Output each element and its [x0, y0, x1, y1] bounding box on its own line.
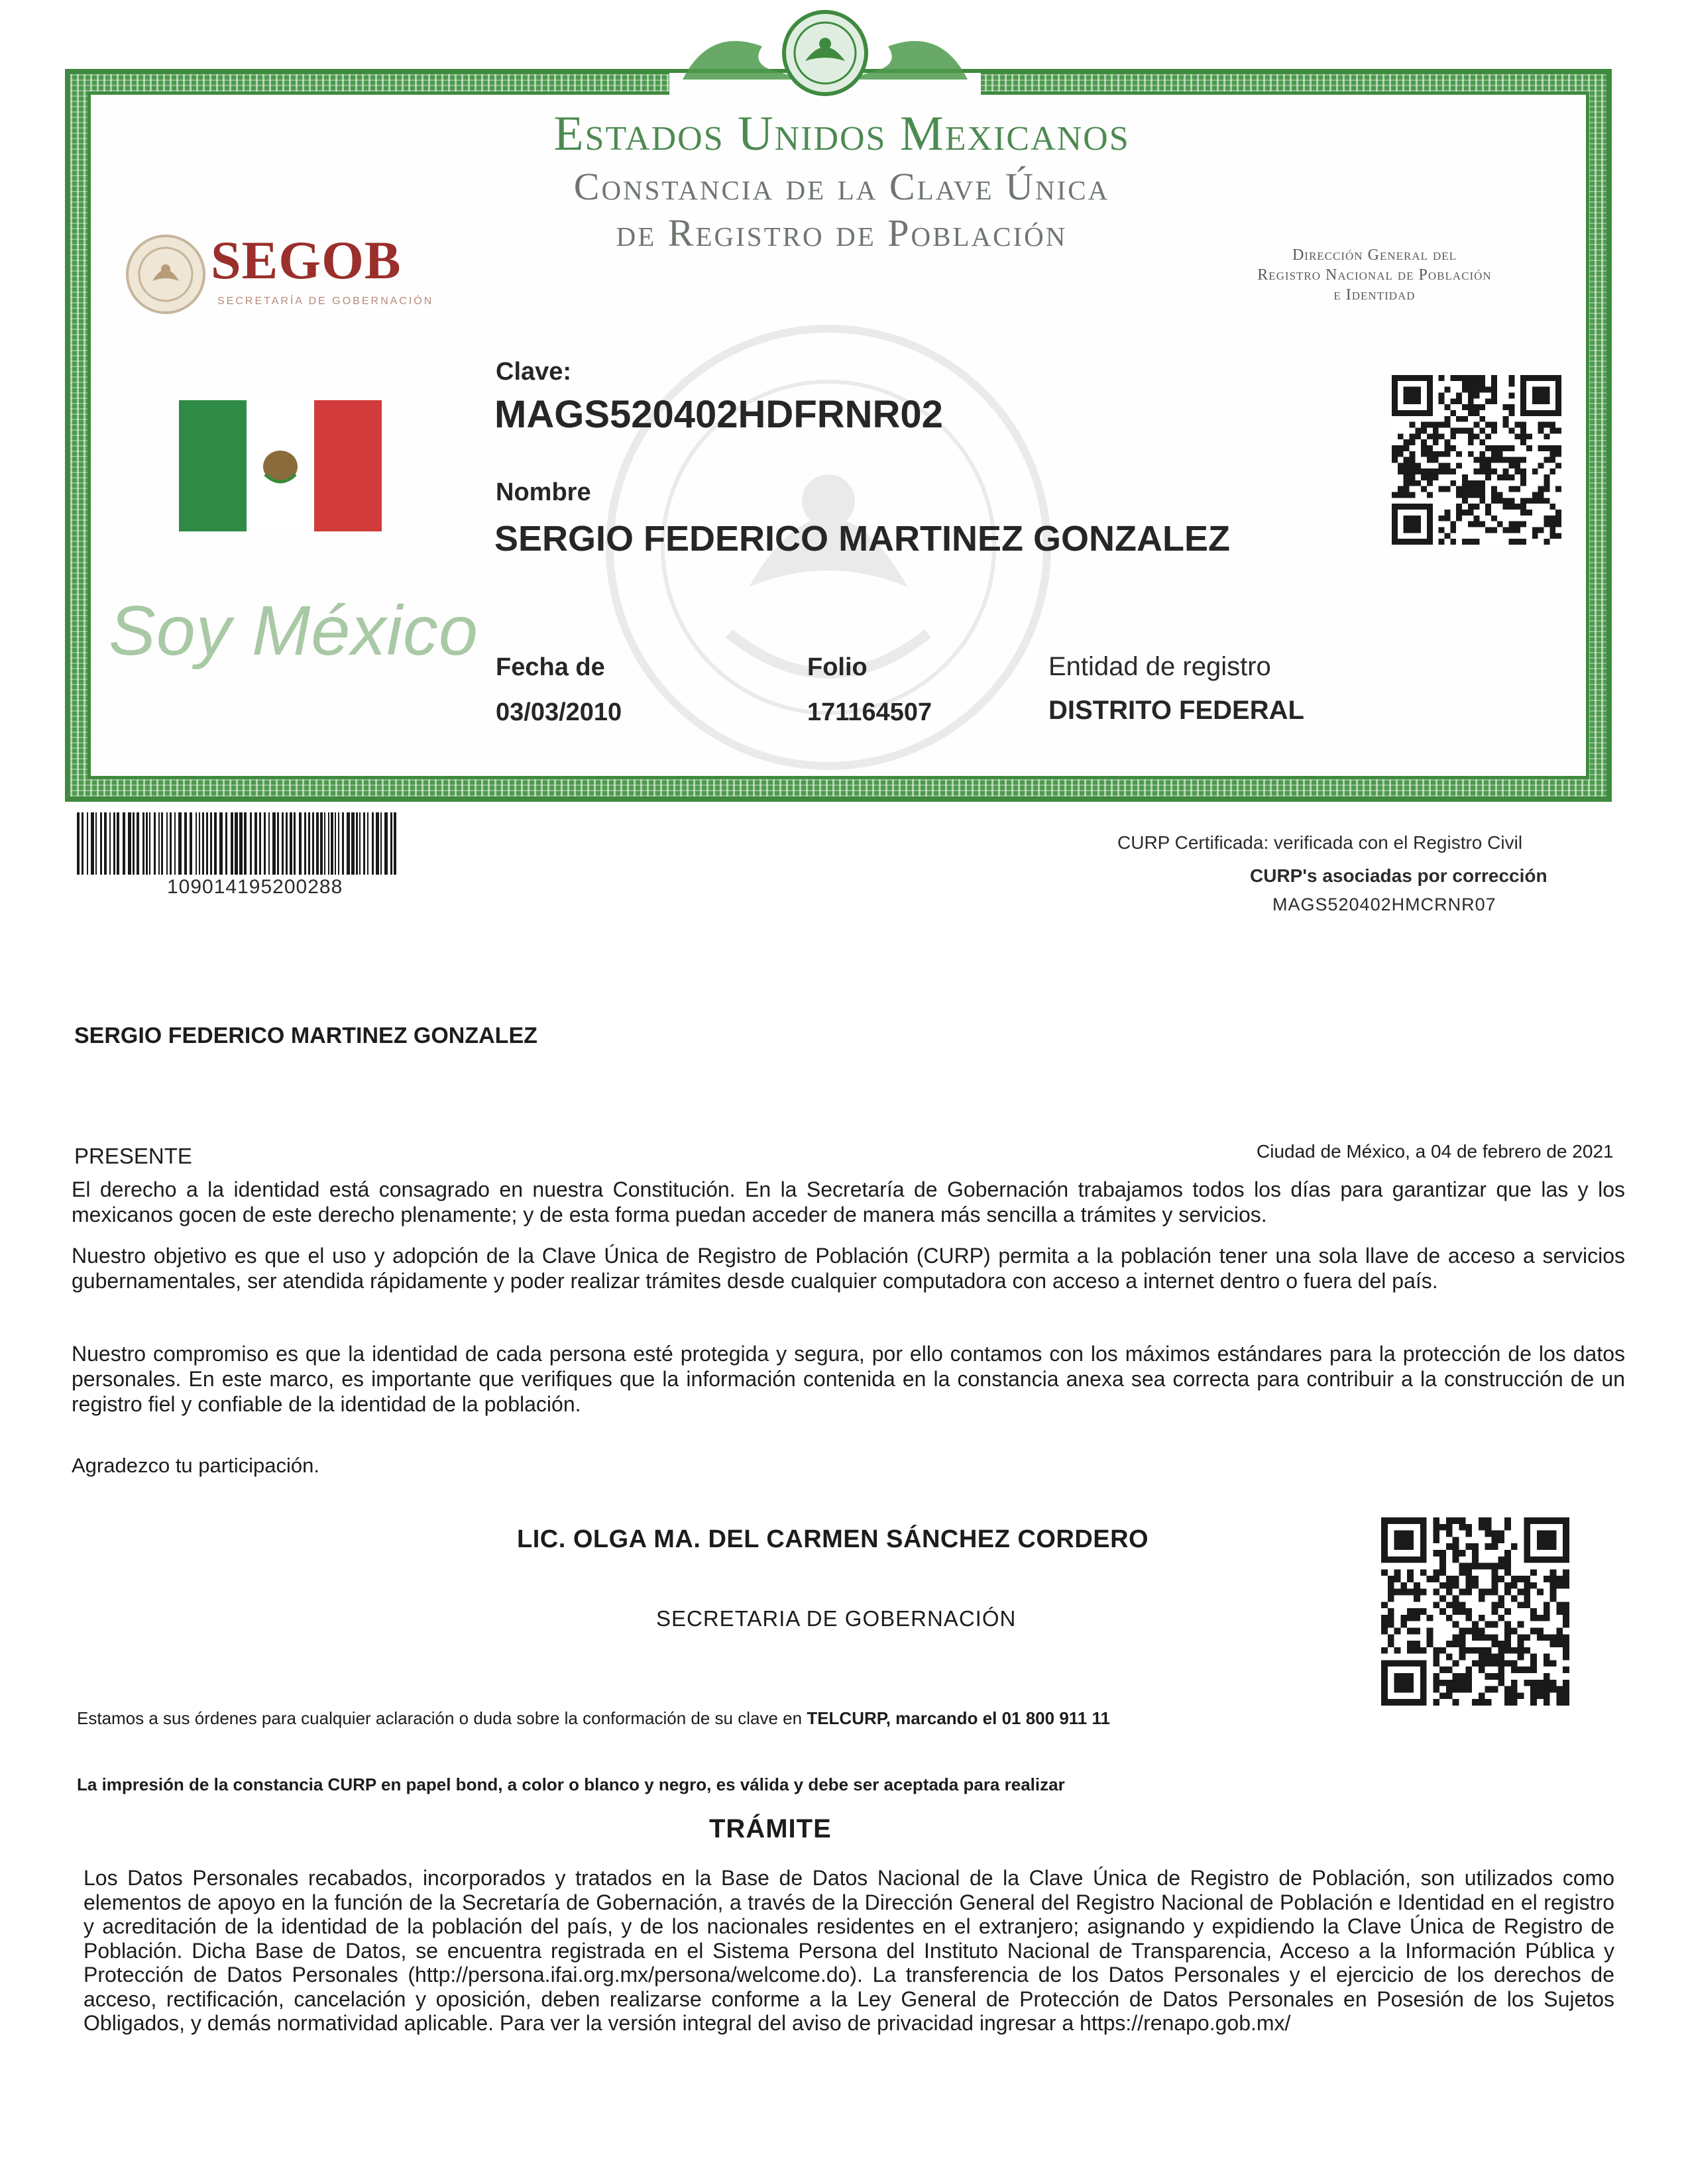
folio-value: 171164507: [807, 698, 932, 726]
associated-curp-label: CURP's asociadas por corrección: [1250, 865, 1547, 886]
letter-recipient: SERGIO FEDERICO MARTINEZ GONZALEZ: [74, 1023, 537, 1048]
folio-label: Folio: [807, 653, 868, 681]
qr-code-icon: [1392, 375, 1561, 545]
country-title: Estados Unidos Mexicanos: [553, 107, 1130, 161]
entidad-value: DISTRITO FEDERAL: [1048, 696, 1304, 725]
associated-curp-value: MAGS520402HMCRNR07: [1272, 895, 1496, 914]
document-title-line2: de Registro de Población: [616, 211, 1068, 254]
nombre-label: Nombre: [496, 478, 591, 506]
nombre-value: SERGIO FEDERICO MARTINEZ GONZALEZ: [494, 519, 1231, 559]
directorate-name: [1215, 245, 1534, 305]
segob-seal-icon: [123, 232, 208, 317]
paragraph-identity-right: El derecho a la identidad está consagrado en nuestra Constitución. En la Secretaría de Gobernación trabajamos todos los días para garantizar que las y los mexicanos gocen de este derecho plenamente; y de esta forma puedan acceder de manera más sencilla a trámites y servicios.: [72, 1177, 1625, 1227]
coat-of-arms-icon: [669, 0, 981, 99]
qr-code-icon: [1381, 1517, 1569, 1706]
entidad-label: Entidad de registro: [1048, 652, 1271, 681]
clave-value: MAGS520402HDFRNR02: [494, 393, 943, 436]
clave-label: Clave:: [496, 358, 572, 386]
directorate-line1: Dirección General del: [1292, 246, 1457, 264]
curp-certified-note: CURP Certificada: verificada con el Registro Civil: [1117, 832, 1523, 853]
signer-title: SECRETARIA DE GOBERNACIÓN: [656, 1606, 1017, 1631]
privacy-notice: Los Datos Personales recabados, incorporados y tratados en la Base de Datos Nacional de la Clave Única de Registro de Población, son utilizados como elementos de apoyo en la función de la Secretaría de Gobernación, a través de la Dirección General del Registro Nacional de Población e Identidad en el registro y acreditación de la identidad de la población del país, y de los nacionales residentes en el extranjero; asignando y expidiendo la Clave Única de Registro de Población. Dicha Base de Datos, se encuentra registrada en el Sistema Persona del Instituto Nacional de Transparencia, Acceso a la Información Pública y Protección de Datos Personales (http://persona.ifai.org.mx/persona/welcome.do). La transferencia de los Datos Personales y el ejercicio de los derechos de acceso, rectificación, cancelación y oposición, deben realizarse conforme a la Ley General de Protección de Datos Personales en Posesión de los Sujetos Obligados, y demás normatividad aplicable. Para ver la versión integral del aviso de privacidad ingresar a https://renapo.gob.mx/: [84, 1866, 1614, 2035]
barcode-number: 109014195200288: [167, 876, 343, 898]
telcurp-number: TELCURP, marcando el 01 800 911 11: [807, 1708, 1110, 1728]
mexican-flag-icon: [179, 400, 382, 531]
thanks-line: Agradezco tu participación.: [72, 1454, 319, 1477]
segob-logo-subtitle: SECRETARÍA DE GOBERNACIÓN: [217, 296, 434, 307]
directorate-line3: e Identidad: [1333, 286, 1416, 303]
soy-mexico-slogan: Soy México: [109, 592, 478, 670]
fecha-value: 03/03/2010: [496, 698, 622, 726]
telcurp-contact-line: [77, 1708, 1110, 1729]
directorate-line2: Registro Nacional de Población: [1257, 266, 1492, 284]
document-title-line1: Constancia de la Clave Única: [573, 165, 1110, 208]
presente: PRESENTE: [74, 1144, 192, 1168]
telcurp-prefix: Estamos a sus órdenes para cualquier aclaración o duda sobre la conformación de su clave en: [77, 1708, 807, 1728]
segob-logo-text: SEGOB: [211, 230, 402, 290]
barcode-icon: [77, 812, 398, 875]
print-validity-note: La impresión de la constancia CURP en papel bond, a color o blanco y negro, es válida y debe ser aceptada para realizar: [77, 1774, 1065, 1794]
tramite-heading: TRÁMITE: [709, 1814, 832, 1843]
paragraph-commitment: Nuestro compromiso es que la identidad de cada persona esté protegida y segura, por ello contamos con los máximos estándares para la protección de los datos personales. En este marco, es importante que verifiques que la información contenida en la constancia anexa sea correcta para contribuir a la construcción de un registro fiel y confiable de la identidad de la población.: [72, 1342, 1625, 1416]
signer-name: LIC. OLGA MA. DEL CARMEN SÁNCHEZ CORDERO: [517, 1525, 1149, 1553]
fecha-label: Fecha de: [496, 653, 605, 681]
place-and-date: Ciudad de México, a 04 de febrero de 2021: [1257, 1141, 1614, 1162]
paragraph-objective: Nuestro objetivo es que el uso y adopción de la Clave Única de Registro de Población (CURP) permita a la población tener una sola llave de acceso a servicios gubernamentales, ser atendida rápidamente y poder realizar trámites desde cualquier computadora con acceso a internet dentro o fuera del país.: [72, 1244, 1625, 1293]
